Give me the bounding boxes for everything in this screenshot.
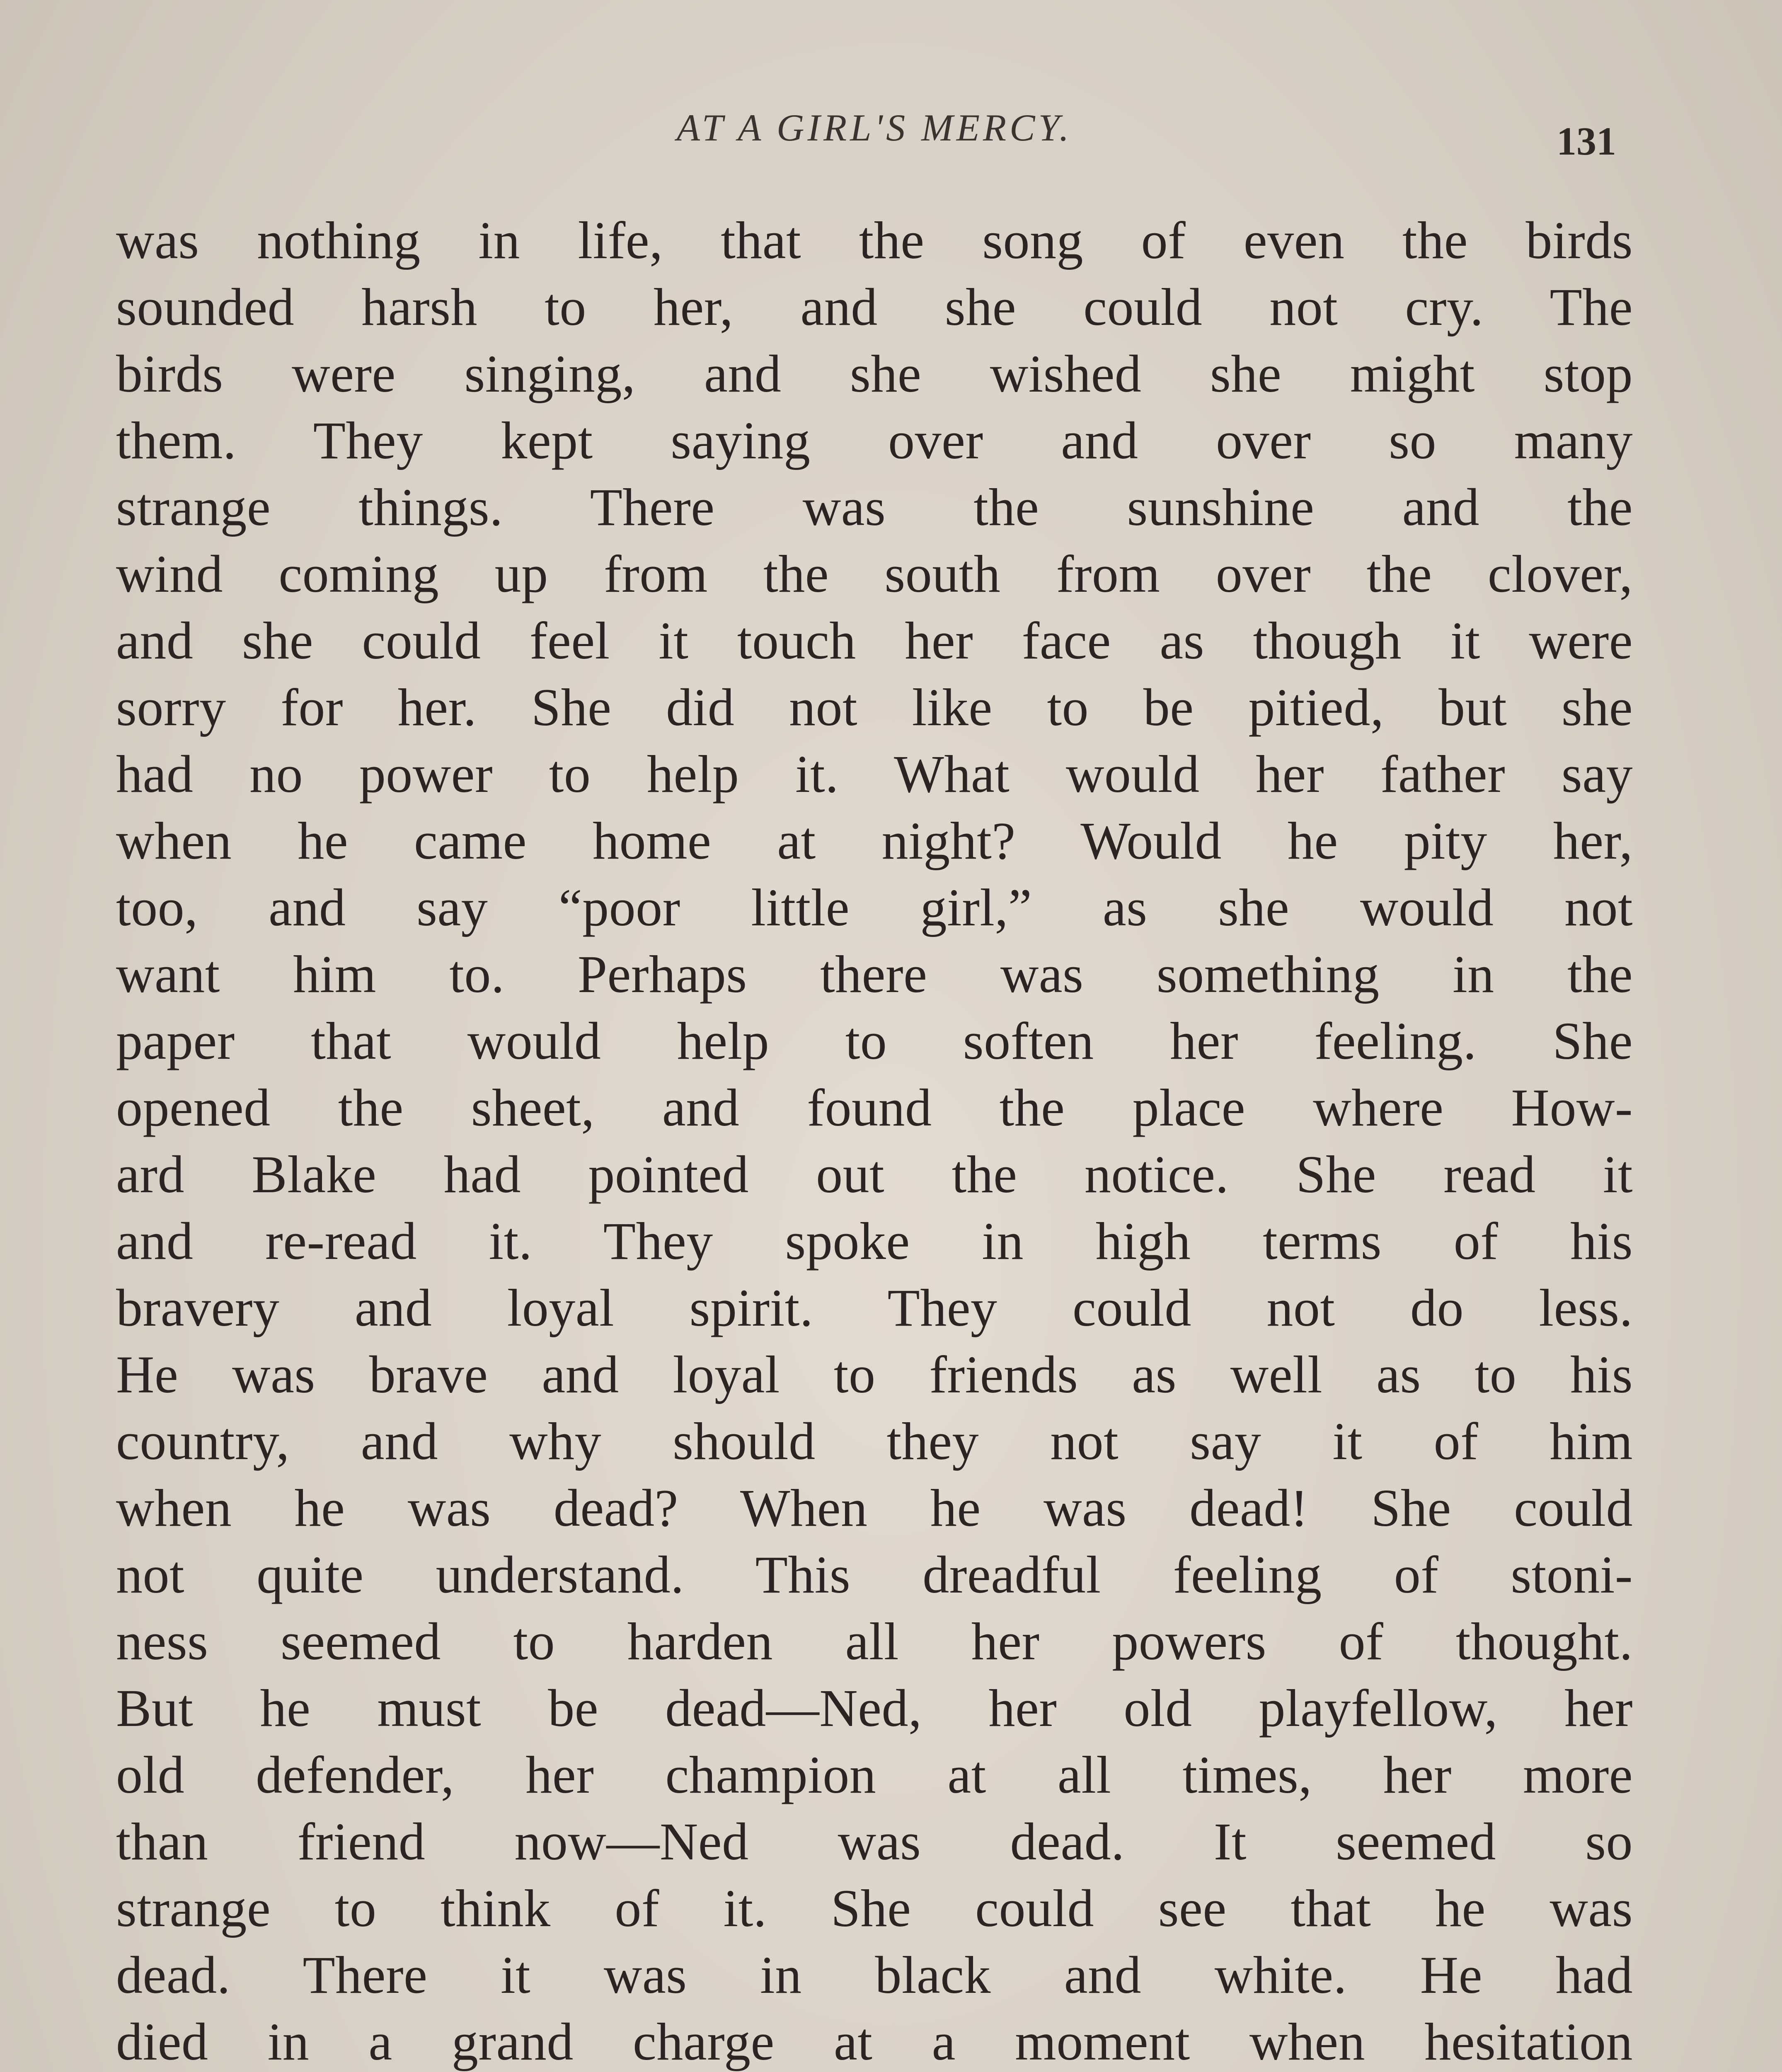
text-line: and she could feel it touch her face as though it were (116, 611, 1633, 670)
text-line: country, and why should they not say it of him (116, 1412, 1633, 1471)
text-line: He was brave and loyal to friends as well as to his (116, 1345, 1633, 1404)
text-line: and re-read it. They spoke in high terms of his (116, 1212, 1633, 1271)
text-line: old defender, her champion at all times, her more (116, 1745, 1633, 1804)
text-line: strange things. There was the sunshine and the (116, 478, 1633, 537)
text-line: birds were singing, and she wished she might stop (116, 344, 1633, 403)
text-line: bravery and loyal spirit. They could not do less. (116, 1278, 1633, 1337)
page-number: 131 (1557, 119, 1616, 163)
text-line: dead. There it was in black and white. He had (116, 1946, 1633, 2004)
body-text (116, 207, 1633, 2072)
text-line: too, and say “poor little girl,” as she would not (116, 878, 1633, 937)
running-title: AT A GIRL'S MERCY. (676, 107, 1073, 149)
text-line: But he must be dead—Ned, her old playfellow, her (116, 1679, 1633, 1738)
text-line: opened the sheet, and found the place where How- (116, 1078, 1633, 1137)
text-line: wind coming up from the south from over the clover, (116, 545, 1633, 603)
text-line: sounded harsh to her, and she could not cry. The (116, 278, 1633, 336)
text-line: them. They kept saying over and over so many (116, 411, 1633, 470)
text-line: want him to. Perhaps there was something in the (116, 945, 1633, 1004)
text-line: ard Blake had pointed out the notice. She read it (116, 1145, 1633, 1204)
text-line: when he was dead? When he was dead! She could (116, 1479, 1633, 1537)
running-head (124, 106, 1625, 172)
text-line: was nothing in life, that the song of even the birds (116, 211, 1633, 270)
text-line: ness seemed to harden all her powers of thought. (116, 1612, 1633, 1671)
text-line: had no power to help it. What would her father say (116, 745, 1633, 804)
text-line: paper that would help to soften her feeling. She (116, 1012, 1633, 1070)
text-line: than friend now—Ned was dead. It seemed so (116, 1812, 1633, 1871)
text-line: not quite understand. This dreadful feeling of stoni- (116, 1545, 1633, 1604)
text-line: when he came home at night? Would he pity her, (116, 811, 1633, 870)
text-line: died in a grand charge at a moment when hesitation (116, 2012, 1633, 2071)
text-line: strange to think of it. She could see that he was (116, 1879, 1633, 1938)
text-line: sorry for her. She did not like to be pitied, but she (116, 678, 1633, 737)
